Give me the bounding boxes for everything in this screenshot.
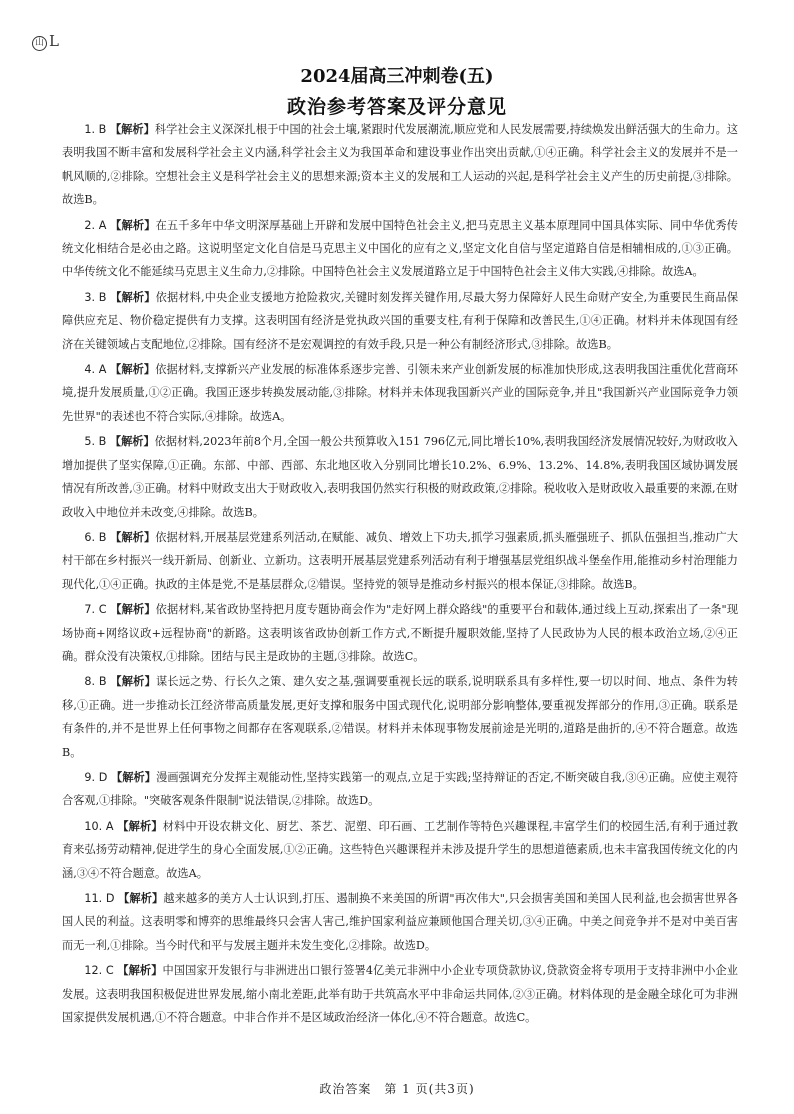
answer-text: 漫画强调充分发挥主观能动性,坚持实践第一的观点,立足于实践;坚持辩证的否定,不断突破自我,③④正确。应使主观符合客观,①排除。"突破客观条件限制"说法错误,②排除。故选D。 [62,770,738,808]
answer-number: 7. C [84,603,107,617]
answer-item-5 [62,430,738,524]
answer-item-12 [62,959,738,1029]
answer-number: 9. D [84,770,108,784]
answer-text: 依据材料,支撑新兴产业发展的标准体系逐步完善、引领未来产业创新发展的标准加快形成,这表明我国注重优化营商环境,提升发展质量,①②正确。我国正逐步转换发展动能,③排除。材料并未体现我国新兴产业的国际竞争,并且"我国新兴产业国际竞争力领先世界"的表述也不符合实际,④排除。故选A。 [62,363,738,423]
answer-text: 越来越多的美方人士认识到,打压、遏制换不来美国的所谓"再次伟大",只会损害美国和美国人民利益,也会损害世界各国人民的利益。这表明零和博弈的思维最终只会害人害己,维护国家利益应兼顾他国合理关切,③④正确。中美之间竞争并不是对中美百害而无一利,①排除。当今时代和平与发展主题并未发生变化,②排除。故选D。 [62,892,738,952]
answer-number: 10. A [84,819,114,833]
answer-text: 依据材料,2023年前8个月,全国一般公共预算收入151 796亿元,同比增长10%,表明我国经济发展情况较好,为财政收入增加提供了坚实保障,①正确。东部、中部、西部、东北地区收入分别同比增长10.2%、6.9%、13.2%、14.8%,表明我国区域协调发展情况有所改善,③正确。材料中财政支出大于财政收入,表明我国仍然实行积极的财政政策,②排除。税收收入是财政收入最重要的来源,在财政收入中地位并未改变,④排除。故选B。 [62,435,738,519]
page-title: 2024届高三冲刺卷(五) [300,66,494,87]
answer-number: 8. B [84,675,107,689]
answer-number: 2. A [84,218,107,232]
analysis-tag: 【解析】 [118,891,164,905]
answer-text: 在五千多年中华文明深厚基础上开辟和发展中国特色社会主义,把马克思主义基本原理同中国具体实际、同中华优秀传统文化相结合是必由之路。这说明坚定文化自信是马克思主义中国化的应有之义,坚定文化自信与坚定道路自信是相辅相成的,①③正确。中华传统文化不能延续马克思主义生命力,②排除。中国特色社会主义发展道路立足于中国特色社会主义伟大实践,④排除。故选A。 [62,218,738,279]
analysis-tag: 【解析】 [110,674,156,689]
answer-item-4 [62,358,738,428]
answer-item-9 [62,766,738,813]
answer-text: 科学社会主义深深扎根于中国的社会土壤,紧跟时代发展潮流,顺应党和人民发展需要,持续焕发出鲜活强大的生命力。这表明我国不断丰富和发展科学社会主义内涵,科学社会主义为我国革命和建设事业作出突出贡献,①④正确。科学社会主义的发展并不是一帆风顺的,②排除。空想社会主义是科学社会主义的思想来源;资本主义的发展和工人运动的兴起,是科学社会主义产生的历史前提,③排除。故选B。 [62,123,739,207]
page-footer: 政治答案 第 1 页(共3页) [319,1082,475,1096]
analysis-tag: 【解析】 [117,963,163,978]
analysis-tag: 【解析】 [109,434,155,449]
answer-number: 12. C [84,964,114,978]
answer-number: 11. D [84,892,115,905]
answer-text: 依据材料,某省政协坚持把月度专题协商会作为"走好网上群众路线"的重要平台和载体,通过线上互动,探索出了一条"现场协商+网络议政+远程协商"的新路。这表明该省政协创新工作方式,不断提升履职效能,坚持了人民政协为人民的根本政治立场,②④正确。群众没有决策权,①排除。团结与民主是政协的主题,③排除。故选C。 [62,603,739,663]
analysis-tag: 【解析】 [110,217,156,232]
answer-item-8 [62,670,738,764]
answer-item-2 [62,214,738,284]
answer-text: 中国国家开发银行与非洲进出口银行签署4亿美元非洲中小企业专项贷款协议,贷款资金将专项用于支持非洲中小企业发展。这表明我国积极促进世界发展,缩小南北差距,此举有助于共筑高水平中非命运共同体,②③正确。材料体现的是金融全球化可为非洲国家提供发展机遇,①不符合题意。中非合作并不是区域政治经济一体化,④不符合题意。故选C。 [62,964,738,1025]
answer-list [62,118,738,1031]
analysis-tag: 【解析】 [110,529,156,544]
answer-item-1 [62,118,738,212]
analysis-tag: 【解析】 [110,602,156,617]
analysis-tag: 【解析】 [109,122,155,136]
analysis-tag: 【解析】 [110,769,157,784]
corner-letter: L [49,32,59,50]
analysis-tag: 【解析】 [110,289,156,304]
answer-text: 谋长远之势、行长久之策、建久安之基,强调要重视长远的联系,说明联系具有多样性,要一切以时间、地点、条件为转移,①正确。进一步推动长江经济带高质量发展,更好支撑和服务中国式现代化,说明部分影响整体,要重视发挥部分的作用,③正确。联系是有条件的,并不是世界上任何事物之间都存在客观联系,②错误。材料并未体现事物发展前途是光明的,道路是曲折的,④不符合题意。故选B。 [62,675,738,759]
circle-mark-icon: 山 [32,36,47,51]
answer-item-11 [62,887,738,957]
answer-item-6 [62,526,738,596]
corner-mark [32,32,59,51]
answer-number: 5. B [84,435,107,449]
answer-item-7 [62,598,738,668]
answer-text: 材料中开设农耕文化、厨艺、茶艺、泥塑、印石画、工艺制作等特色兴趣课程,丰富学生们的校园生活,有利于通过教育来弘扬劳动精神,促进学生的身心全面发展,①②正确。这些特色兴趣课程并未涉及提升学生的思想道德素质,也未丰富我国传统文化的内涵,③④不符合题意。故选A。 [62,819,738,880]
answer-item-10 [62,815,738,885]
answer-number: 4. A [84,363,107,377]
analysis-tag: 【解析】 [110,362,156,377]
answer-number: 3. B [84,290,107,304]
page-subtitle: 政治参考答案及评分意见 [286,96,507,118]
answer-text: 依据材料,中央企业支援地方抢险救灾,关键时刻发挥关键作用,尽最大努力保障好人民生命财产安全,为重要民生商品保障供应充足、物价稳定提供有力支撑。这表明国有经济是党执政兴国的重要支柱,有利于保障和改善民生,①④正确。材料并未体现国有经济在关键领域占支配地位,②排除。国有经济不是宏观调控的有效手段,只是一种公有制经济形式,③排除。故选B。 [62,290,739,351]
answer-text: 依据材料,开展基层党建系列活动,在赋能、减负、增效上下功夫,抓学习强素质,抓头雁强班子、抓队伍强担当,推动广大村干部在乡村振兴一线开新局、创新业、立新功。这表明开展基层党建系列活动有利于增强基层党组织战斗堡垒作用,能推动乡村治理能力现代化,①④正确。执政的主体是党,不是基层群众,②错误。坚持党的领导是推动乡村振兴的根本保证,③排除。故选B。 [62,530,738,591]
analysis-tag: 【解析】 [117,818,163,833]
answer-item-3 [62,286,738,356]
answer-number: 6. B [84,530,107,544]
answer-number: 1. B [84,123,107,136]
